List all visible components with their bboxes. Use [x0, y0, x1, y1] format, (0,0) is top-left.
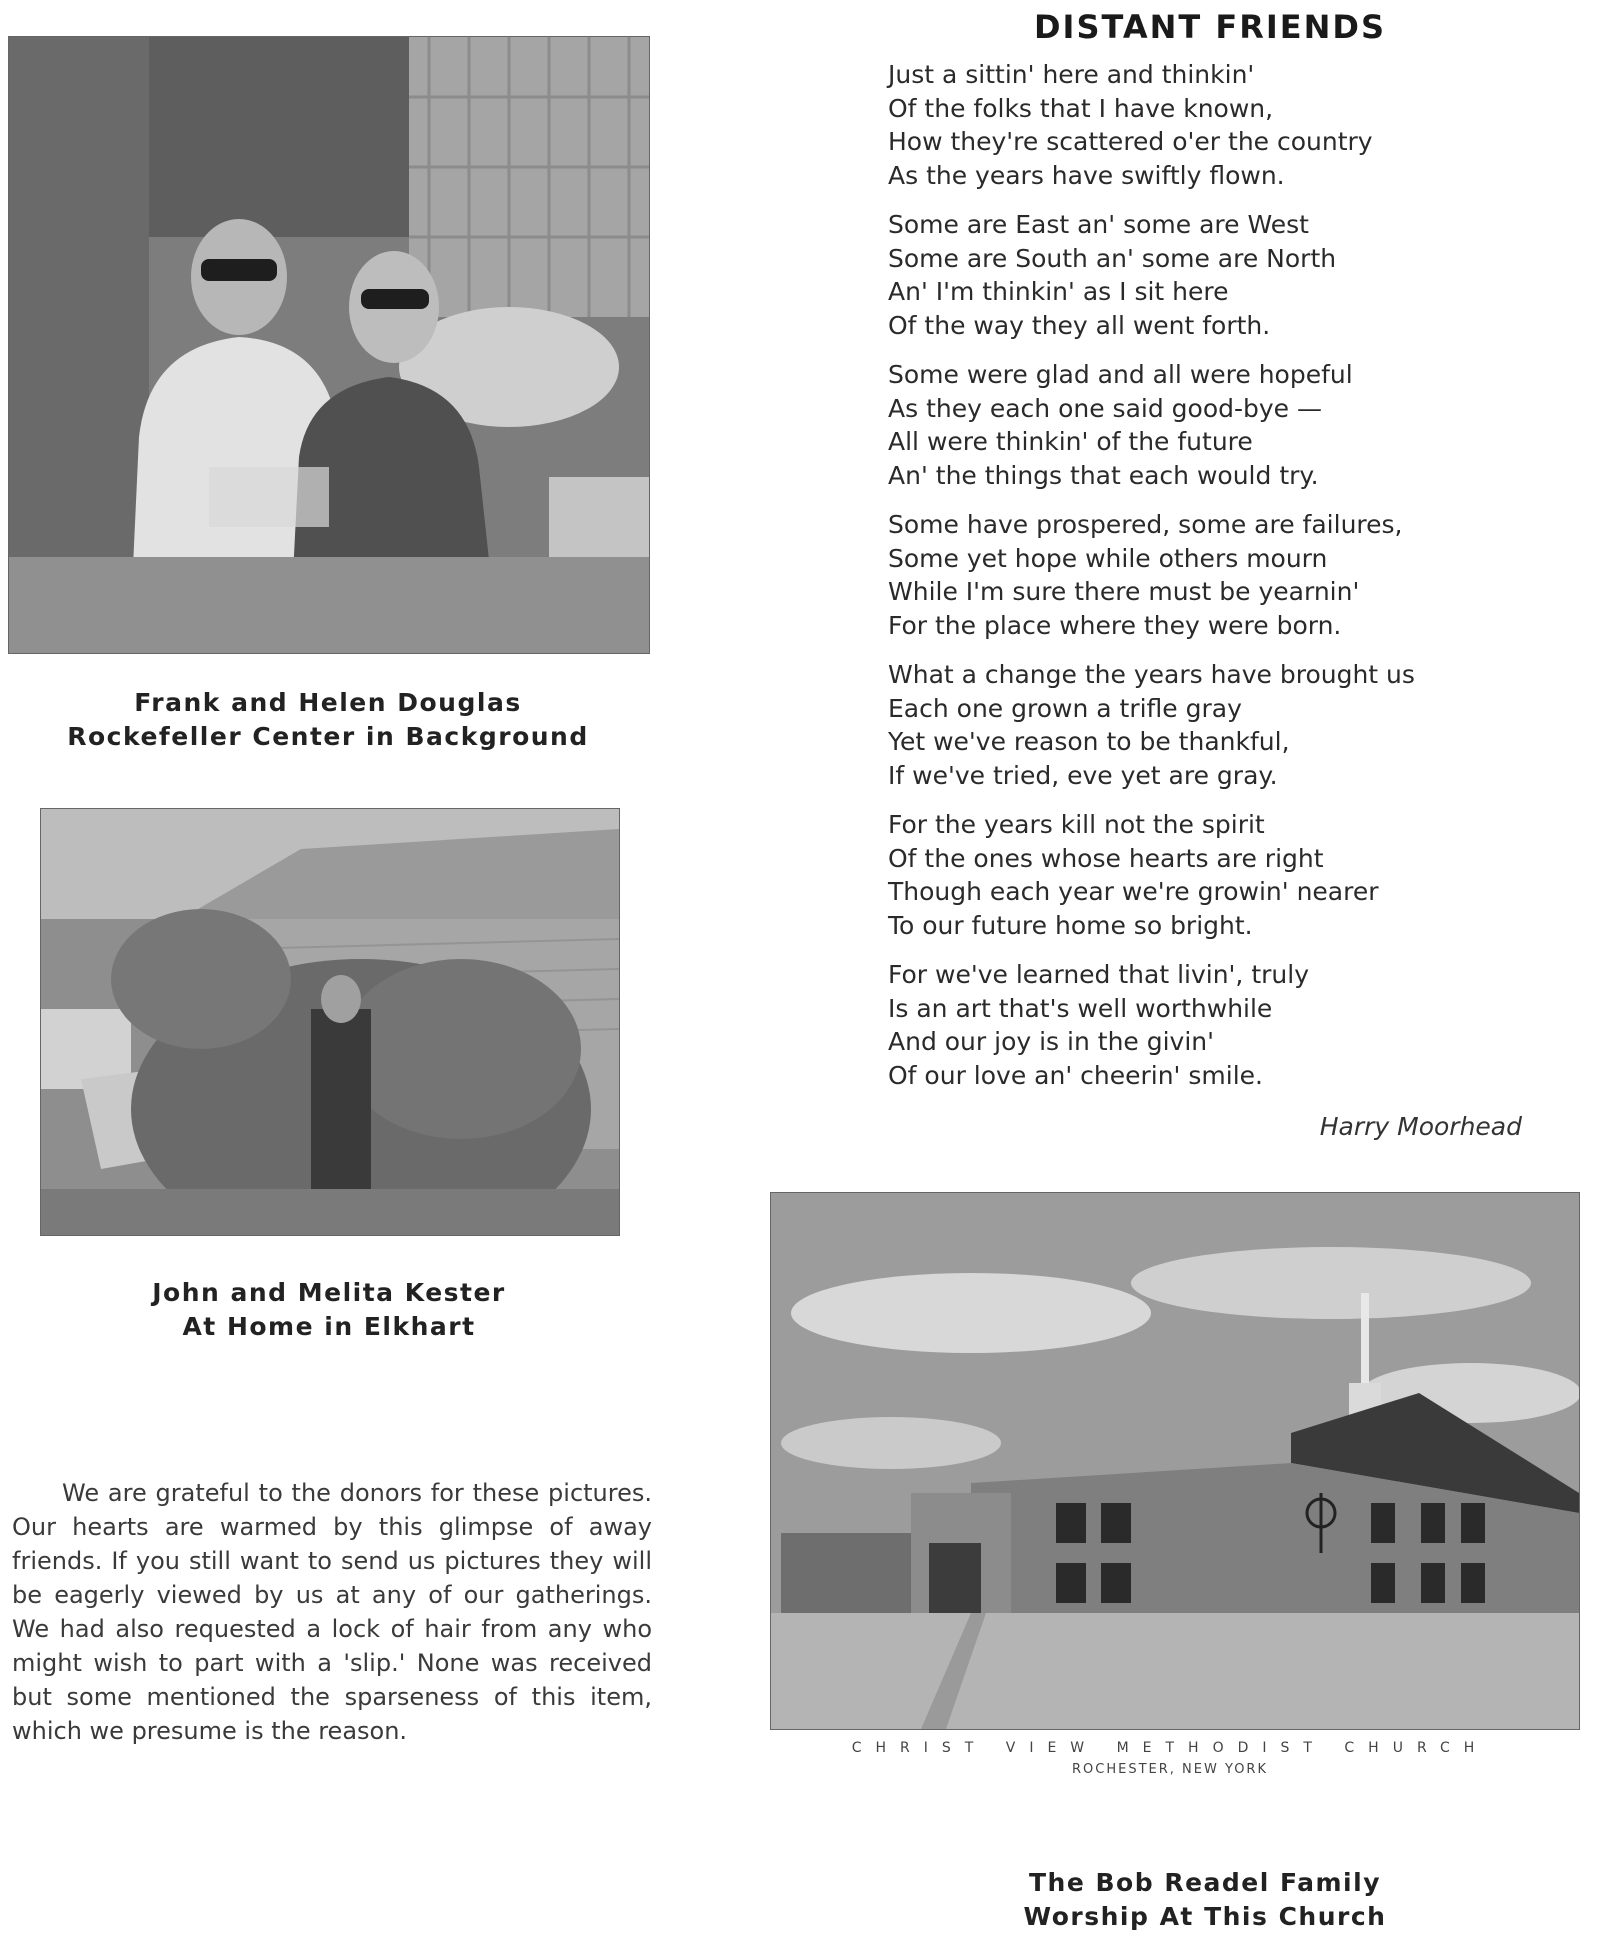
- thanks-paragraph: We are grateful to the donors for these pictures. Our hearts are warmed by this glimpse of away friends. If you still want to send us pictures they will be eagerly viewed by us at any of our gatherings. We had also requested a lock of hair from any who might wish to part with a 'slip.' None was received but some mentioned the sparseness of this item, which we presume is the reason.: [12, 1479, 652, 1745]
- poem-stanza: [888, 358, 1528, 492]
- poem-line: Some were glad and all were hopeful: [888, 360, 1353, 389]
- poem-author: Harry Moorhead: [1319, 1112, 1522, 1141]
- poem-line: Yet we've reason to be thankful,: [888, 727, 1290, 756]
- poem-line: As they each one said good-bye —: [888, 393, 1322, 423]
- poem-title: DISTANT FRIENDS: [1033, 8, 1387, 46]
- poem-line: Is an art that's well worthwhile: [888, 993, 1273, 1023]
- photo-christ-view-methodist-church-image: [771, 1193, 1579, 1729]
- poem-line: Some have prospered, some are failures,: [888, 510, 1403, 539]
- poem-line: For the years kill not the spirit: [888, 810, 1265, 839]
- poem-line: What a change the years have brought us: [888, 660, 1415, 689]
- poem-line: Of the folks that I have known,: [888, 93, 1274, 123]
- poem: [888, 58, 1528, 1108]
- poem-line: Each one grown a trifle gray: [888, 693, 1242, 723]
- poem-line: If we've tried, eve yet are gray.: [888, 760, 1278, 790]
- caption-line: At Home in Elkhart: [182, 1312, 476, 1341]
- poem-line: For we've learned that livin', truly: [888, 960, 1309, 989]
- caption-line: Frank and Helen Douglas: [134, 688, 522, 717]
- poem-line: For the place where they were born.: [888, 610, 1342, 640]
- poem-stanza: [888, 658, 1528, 792]
- poem-line: Though each year we're growin' nearer: [888, 877, 1379, 906]
- poem-line: Some yet hope while others mourn: [888, 543, 1328, 573]
- poem-stanza: [888, 808, 1528, 942]
- photo-john-and-melita-kester-image: [41, 809, 619, 1235]
- poem-line: Of our love an' cheerin' smile.: [888, 1060, 1263, 1090]
- poem-stanza: [888, 958, 1528, 1092]
- poem-line: Of the way they all went forth.: [888, 310, 1271, 340]
- poem-line: Some are South an' some are North: [888, 243, 1337, 273]
- poem-stanza: [888, 58, 1528, 192]
- poem-line: An' I'm thinkin' as I sit here: [888, 277, 1229, 306]
- photo-frank-and-helen-douglas-image: [9, 37, 649, 653]
- caption-line: The Bob Readel Family: [1028, 1868, 1381, 1897]
- poem-line: While I'm sure there must be yearnin': [888, 577, 1360, 606]
- poem-line: To our future home so bright.: [888, 910, 1253, 940]
- poem-line: Of the ones whose hearts are right: [888, 843, 1324, 873]
- poem-line: And our joy is in the givin': [888, 1027, 1215, 1056]
- poem-line: An' the things that each would try.: [888, 460, 1319, 490]
- church-photo-caption: CHRIST VIEW METHODIST CHURCH: [851, 1740, 1489, 1756]
- photo-john-and-melita-kester: [40, 808, 620, 1236]
- poem-stanza: [888, 208, 1528, 342]
- photo-christ-view-methodist-church: [770, 1192, 1580, 1730]
- poem-line: Just a sittin' here and thinkin': [888, 60, 1255, 89]
- poem-line: As the years have swiftly flown.: [888, 160, 1285, 190]
- photo-frank-and-helen-douglas: [8, 36, 650, 654]
- church-photo-location: ROCHESTER, NEW YORK: [1072, 1762, 1268, 1777]
- caption-line: John and Melita Kester: [152, 1278, 506, 1307]
- poem-line: Some are East an' some are West: [888, 210, 1309, 239]
- caption-line: Rockefeller Center in Background: [67, 722, 589, 751]
- poem-line: All were thinkin' of the future: [888, 427, 1253, 456]
- caption-line: Worship At This Church: [1023, 1902, 1387, 1931]
- poem-line: How they're scattered o'er the country: [888, 127, 1373, 156]
- photo-frank-and-helen-douglas-caption: [28, 686, 628, 754]
- photo-christ-view-methodist-church-caption: [970, 1866, 1440, 1934]
- photo-john-and-melita-kester-caption: [40, 1276, 618, 1344]
- poem-stanza: [888, 508, 1528, 642]
